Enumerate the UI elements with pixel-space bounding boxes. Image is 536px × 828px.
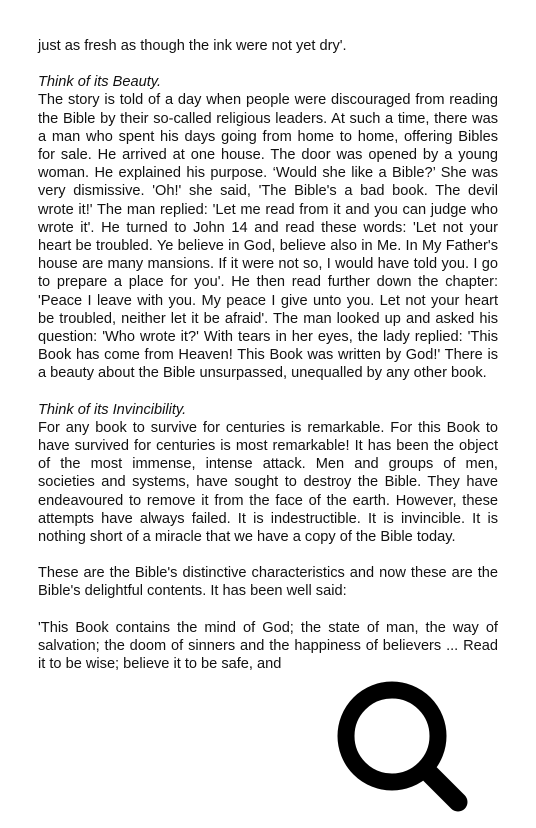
document-page: [38, 37, 498, 673]
section-body-beauty: The story is told of a day when people were discouraged from reading the Bible by their so-called religious leaders. At such a time, there was a man who spent his days going from home to home, offering Bibles for sale. He arrived at one house. The door was opened by a young woman. He explained his purpose. ‘Would she like a Bible?’ She was very dismissive. 'Oh!' she said, 'The Bible's a bad book. The devil wrote it!' The man replied: 'Let me read from it and you can judge who wrote it'. He turned to John 14 and read these words: 'Let not your heart be troubled. Ye believe in God, believe also in Me. In My Father's house are many mansions. If it were not so, I would have told you. I go to prepare a place for you'. He then read further down the chapter: 'Peace I leave with you. My peace I give unto you. Let not your heart be troubled, neither let it be afraid'. The man looked up and asked his question: 'Who wrote it?' With tears in her eyes, the lady replied: 'This Book has come from Heaven! This Book was written by God!' There is a beauty about the Bible unsurpassed, unequalled by any other book.: [38, 92, 498, 382]
section-body-invincibility: For any book to survive for centuries is remarkable. For this Book to have survived for centuries is most remarkable! It has been the object of the most immense, intense attack. Men and groups of men, societies and systems, have sought to destroy the Bible. They have endeavoured to remove it from the face of the earth. However, these attempts have always failed. It is indestructible. It is invincible. It is nothing short of a miracle that we have a copy of the Bible today.: [38, 419, 498, 546]
paragraph-contents: These are the Bible's distinctive characteristics and now these are the Bible's delightful contents. It has been well said:: [38, 565, 498, 600]
magnifier-icon[interactable]: [330, 674, 480, 824]
intro-line: just as fresh as though the ink were not yet dry'.: [38, 38, 347, 54]
section-heading-invincibility: Think of its Invincibility.: [38, 401, 187, 418]
paragraph-quote: 'This Book contains the mind of God; the state of man, the way of salvation; the doom of sinners and the happiness of believers ... Read it to be wise; believe it to be safe, and: [38, 619, 498, 673]
section-heading-beauty: Think of its Beauty.: [38, 74, 162, 91]
